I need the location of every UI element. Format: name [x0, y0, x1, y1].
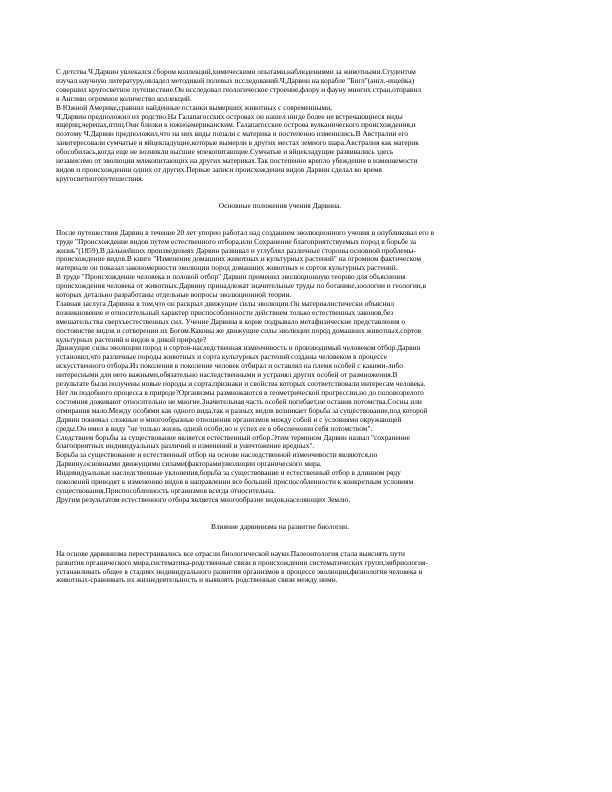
main-body-text: После путешествия Дарвин в течение 20 лет упорно работал над созданием эволюционного учения и опубликовал его в труде "Происхождение видов путем естественного отбора,или Сохранение благоприятствуемых пород в борьбе за жизнь"(1859).В дальнейших произведениях Дарвин развивал и углублял различные стороны основной проблемы- происхождение видов.В книге "Изменение домашних животных и культурных растений" на огромном фактическом материале он показал закономерности эволюции пород домашних животных и сортов культурных растений. В труде "Происхождение человека и половой отбор" Дарвин применил эволюционную теорию для объяснения происхождения человека от животных.Дарвину принадлежат значительные труды по ботанике,зоологии и геологии,в которых детально разработаны отдельные вопросы эволюционной теории. Главная заслуга Дарвина в том,что он раскрыл движущие силы эволюции.Он материалистически объяснил возникновение и относительный характер приспособленности действием только естественных законов,без вмешательства сверхъестественных сил. Учение Дарвина в корне подрывало метафизические представления о постоянстве видов и сотворении их Богом.Каковы же движущие силы эволюции пород домашних животных,сортов культурных растений и видов в дикой природе? Движущие силы эволюции пород и сортов-наследственная изменчивость и производимый человеком отбор.Дарвин установил,что различные породы животных и сорта культурных растений созданы человеком в процессе искусственного отбора.Из поколения в поколение человек отбирал и оставлял на племя особей с какими-либо интересными для него важными,обязательно наследственными и устранял других особей от размножения.В результате были получены новые породы и сорта,признаки и свойства которых соответствовали интересам человека. Нет ли подобного процесса в природе?Организмы размножаются в геометрической прогрессии,но до половозрелого состояния доживают относительно не многие.Значительная часть особей погибает,не оставив потомства.Сосны или отмирания мало.Между особями как одного вида,так и разных видов возникает борьба за существование,под которой Дарвин понимал сложные и многообразные отношения организмов между собой и с условиями окружающей среды.Он имел в виду "не только жизнь одной особи,но и успех ее в обеспечении себя потомством". Следствием борьбы за существование является естественный отбор.Этим термином Дарвин назвал "сохранение благоприятных индивидуальных различий и изменений и уничтожение вредных". Борьба за существование и естественный отбор на основе наследственной изменчивости являются,по Дарвину,основными движущими силами(факторами)эволюции органического мира. Индивидуальные наследственные уклонения,борьба за существование и естественный отбор в длинном ряду поколений приводят к изменению видов в направлении все большей приспособленности к конкретным условиям существования.Приспособленность организмов всегда относительна. Другим результатом естественного отбора является многообразие видов,населяющих Землю.	[56, 227, 434, 504]
section-heading-main-principles: Основные положения учения Дарвина.	[218, 200, 342, 210]
section-heading-influence: Влияние дарвинизма на развитие биологии.	[211, 521, 349, 531]
intro-paragraph: С детства Ч.Дарвин увлекался сбором коллекций,химическими опытами,наблюдениями за животными.Студентом изучал научную литературу,овладел методикой полевых исследований.Ч.Дарвин на корабле "Бигл"(англ.-ищейка) совершил кругосветное путешествие.Он исследовал геологическое строение,флору и фауну многих стран,отправил в Англию огромное количество коллекций. В Южной Америке,сравнил найденные останки вымерших животных с современными, Ч.Дарвин предположил их родство.На Галапагосских островах он нашел нигде более не встречающиеся виды ящериц,черепах,птиц.Они близки к южноамериканским. Галапагосские острова вулканического происхождения,и поэтому Ч.Дарвин предположил,что на них виды попали с материка и постепенно изменились.В Австралии его заинтересовали сумчатые и яйцекладущие,которые вымерли в других местах земного шара.Австралия как материк обособилась,когда еще не возникли высшие млекопитающие.Сумчатые и яйцекладущие развивались здесь независимо от эволюции млекопитающих на других материках.Так постепенно крепло убеждение в изменяемости видов и происхождении одних от других.Первые записи происхождения видов Дарвин сделал во время кругосветногопутешествия.	[56, 67, 422, 183]
closing-paragraph: На основе дарвинизма перестраивались все отрасли биологической науки.Палеонтология стала выяснять пути развития органического мира,систематика-родственные связи в происхождении систематических групп,эмбриология- устанавливать общее в стадиях индивидуального развития организмов в процессе эволюции,физиология человека и животных-сравнивать их жизнедеятельность и выявлять родственные связи между ними.	[56, 548, 428, 585]
document-page	[56, 68, 564, 585]
